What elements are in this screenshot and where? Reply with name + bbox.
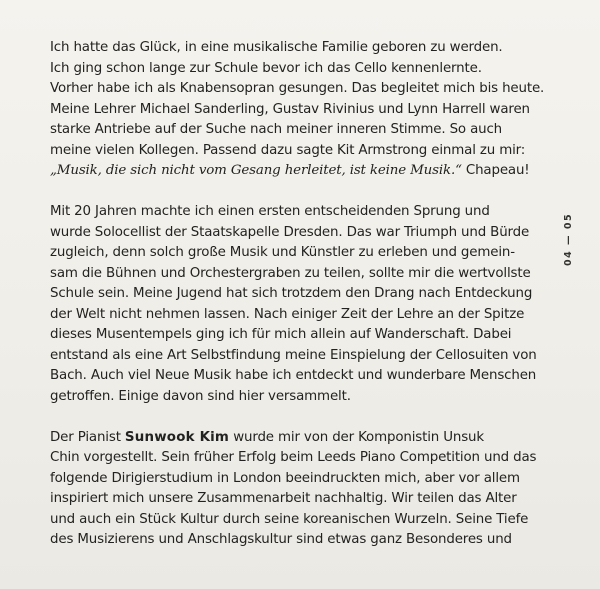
text-line: folgende Dirigierstudium in London beeindruckten mich, aber vor allem [50, 470, 520, 486]
text-line: getroffen. Einige davon sind hier versammelt. [50, 388, 351, 404]
quote-line [50, 161, 540, 182]
text-line [50, 428, 540, 449]
text-line: Chin vorgestellt. Sein früher Erfolg beim Leeds Piano Competition und das [50, 450, 537, 465]
text-line: und auch ein Stück Kultur durch seine koreanischen Wurzeln. Seine Tiefe [50, 511, 529, 527]
text-line: der Welt nicht nehmen lassen. Nach einiger Zeit der Lehre an der Spitze [50, 306, 525, 322]
text-line: zugleich, denn solch große Musik und Künstler zu erleben und gemein- [50, 245, 515, 260]
text-line: des Musizierens und Anschlagskultur sind etwas ganz Besonderes und [50, 532, 512, 547]
text-line: Meine Lehrer Michael Sanderling, Gustav Rivinius und Lynn Harrell waren [50, 101, 530, 117]
armstrong-quote: „Musik, die sich nicht vom Gesang herleitet, ist keine Musik.“ [50, 163, 462, 178]
text-line: dieses Musentempels ging ich für mich allein auf Wanderschaft. Dabei [50, 327, 512, 342]
text-line: Ich hatte das Glück, in eine musikalische Familie geboren zu werden. [50, 40, 503, 55]
paragraph-1 [50, 38, 545, 182]
text-line: Vorher habe ich als Knabensopran gesungen. Das begleitet mich bis heute. [50, 81, 545, 96]
text-line: Mit 20 Jahren machte ich einen ersten entscheidenden Sprung und [50, 204, 490, 219]
text-line: wurde Solocellist der Staatskapelle Dresden. Das war Triumph und Bürde [50, 224, 530, 240]
text-line: Schule sein. Meine Jugend hat sich trotzdem den Drang nach Entdeckung [50, 286, 533, 301]
quote-remark: Chapeau! [461, 163, 530, 178]
text-line: Ich ging schon lange zur Schule bevor ich das Cello kennenlernte. [50, 60, 482, 76]
text-line: entstand als eine Art Selbstfindung meine Einspielung der Cellosuiten von [50, 347, 537, 363]
text-line: sam die Bühnen und Orchestergraben zu teilen, sollte mir die wertvollste [50, 265, 531, 281]
text-line: meine vielen Kollegen. Passend dazu sagte Kit Armstrong einmal zu mir: [50, 142, 526, 158]
booklet-text [50, 38, 545, 571]
text-line: inspiriert mich unsere Zusammenarbeit nachhaltig. Wir teilen das Alter [50, 491, 517, 506]
text-line: Bach. Auch viel Neue Musik habe ich entdeckt und wunderbare Menschen [50, 368, 537, 383]
paragraph-2 [50, 202, 540, 407]
text-fragment: wurde mir von der Komponistin Unsuk [229, 429, 484, 445]
text-fragment: Der Pianist [50, 429, 125, 445]
text-line: starke Antriebe auf der Suche nach meiner inneren Stimme. So auch [50, 122, 503, 137]
paragraph-3 [50, 428, 540, 551]
pianist-name: Sunwook Kim [124, 429, 230, 445]
page-number: 04 — 05 [563, 212, 574, 266]
